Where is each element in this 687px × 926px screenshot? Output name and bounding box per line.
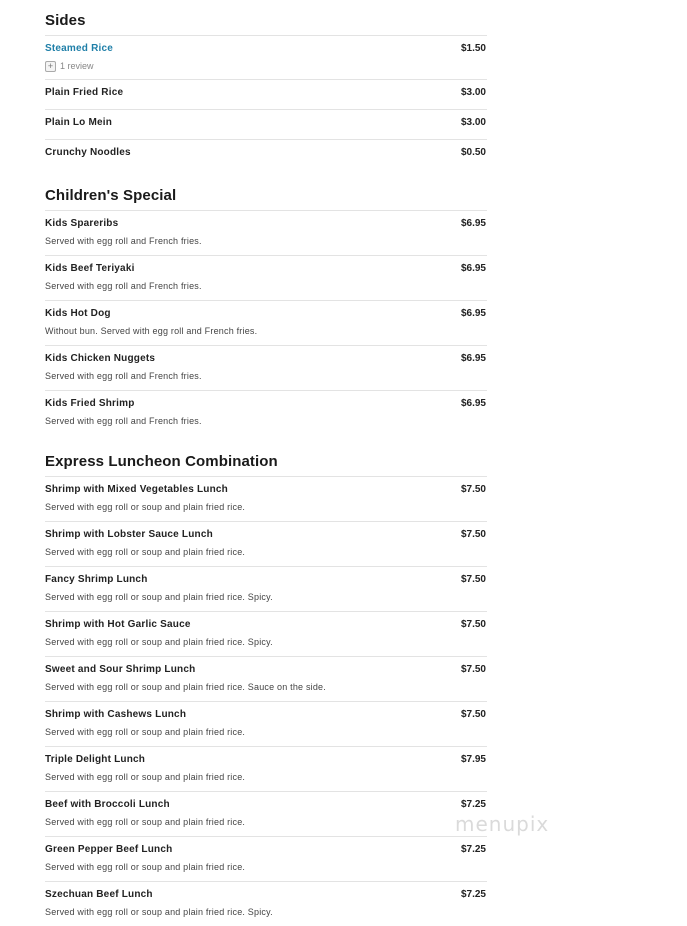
item-description: Served with egg roll or soup and plain fried rice. (45, 502, 246, 512)
item-description: Served with egg roll and French fries. (45, 416, 202, 426)
review-link[interactable] (45, 59, 487, 73)
item-price: $7.50 (460, 619, 486, 630)
item-name-link[interactable]: Steamed Rice (45, 43, 113, 54)
menu-item (45, 566, 487, 611)
menu-container (45, 0, 487, 926)
item-name: Sweet and Sour Shrimp Lunch (45, 664, 196, 675)
item-price: $7.50 (460, 529, 486, 540)
section-title: Children's Special (45, 187, 177, 204)
menu-item (45, 476, 487, 521)
item-name: Plain Lo Mein (45, 117, 113, 128)
plus-icon[interactable]: + (45, 61, 56, 72)
item-name: Kids Fried Shrimp (45, 398, 135, 409)
item-price: $6.95 (460, 353, 486, 364)
item-name: Kids Chicken Nuggets (45, 353, 156, 364)
menu-item (45, 701, 487, 746)
item-description: Served with egg roll or soup and plain fried rice. (45, 727, 246, 737)
item-price: $0.50 (460, 147, 486, 158)
item-description: Without bun. Served with egg roll and French fries. (45, 326, 258, 336)
section-express-luncheon (45, 441, 487, 926)
menu-item (45, 521, 487, 566)
item-name: Shrimp with Mixed Vegetables Lunch (45, 484, 228, 495)
item-description: Served with egg roll and French fries. (45, 371, 202, 381)
item-description: Served with egg roll and French fries. (45, 236, 202, 246)
item-price: $1.50 (460, 43, 486, 54)
item-name: Shrimp with Hot Garlic Sauce (45, 619, 191, 630)
menu-item (45, 210, 487, 255)
item-name: Beef with Broccoli Lunch (45, 799, 170, 810)
item-name: Shrimp with Lobster Sauce Lunch (45, 529, 213, 540)
menu-item (45, 611, 487, 656)
watermark-logo: menupix (455, 812, 550, 836)
item-name: Shrimp with Cashews Lunch (45, 709, 187, 720)
menu-item (45, 656, 487, 701)
item-name: Kids Hot Dog (45, 308, 111, 319)
item-price: $6.95 (460, 398, 486, 409)
item-description: Served with egg roll or soup and plain fried rice. (45, 547, 246, 557)
menu-item (45, 139, 487, 169)
menu-item-steamed-rice[interactable] (45, 35, 487, 79)
item-description: Served with egg roll or soup and plain fried rice. (45, 772, 246, 782)
section-title: Express Luncheon Combination (45, 453, 278, 470)
menu-item (45, 300, 487, 345)
item-price: $7.50 (460, 484, 486, 495)
item-name: Kids Spareribs (45, 218, 119, 229)
item-price: $7.95 (460, 754, 486, 765)
item-price: $3.00 (460, 87, 486, 98)
item-name: Plain Fried Rice (45, 87, 124, 98)
menu-item (45, 881, 487, 926)
menu-item (45, 390, 487, 435)
item-price: $6.95 (460, 218, 486, 229)
item-name: Szechuan Beef Lunch (45, 889, 153, 900)
section-childrens-special (45, 175, 487, 435)
review-count[interactable]: 1 review (60, 61, 94, 71)
menu-item (45, 746, 487, 791)
menu-item (45, 345, 487, 390)
menu-item (45, 791, 487, 836)
item-description: Served with egg roll or soup and plain fried rice. Spicy. (45, 907, 273, 917)
item-name: Kids Beef Teriyaki (45, 263, 135, 274)
section-title: Sides (45, 12, 86, 29)
item-description: Served with egg roll or soup and plain fried rice. Sauce on the side. (45, 682, 326, 692)
item-price: $6.95 (460, 263, 486, 274)
item-name: Crunchy Noodles (45, 147, 131, 158)
menu-item (45, 836, 487, 881)
item-name: Triple Delight Lunch (45, 754, 146, 765)
item-description: Served with egg roll or soup and plain fried rice. (45, 817, 246, 827)
section-sides (45, 0, 487, 169)
item-description: Served with egg roll or soup and plain fried rice. Spicy. (45, 592, 273, 602)
item-description: Served with egg roll or soup and plain fried rice. (45, 862, 246, 872)
item-price: $6.95 (460, 308, 486, 319)
menu-item (45, 255, 487, 300)
menu-item (45, 109, 487, 139)
item-name: Green Pepper Beef Lunch (45, 844, 173, 855)
item-name: Fancy Shrimp Lunch (45, 574, 148, 585)
item-price: $7.50 (460, 574, 486, 585)
item-price: $7.50 (460, 664, 486, 675)
item-price: $7.50 (460, 709, 486, 720)
item-description: Served with egg roll and French fries. (45, 281, 202, 291)
item-description: Served with egg roll or soup and plain fried rice. Spicy. (45, 637, 273, 647)
item-price: $7.25 (460, 799, 486, 810)
menu-item (45, 79, 487, 109)
item-price: $7.25 (460, 844, 486, 855)
item-price: $7.25 (460, 889, 486, 900)
item-price: $3.00 (460, 117, 486, 128)
